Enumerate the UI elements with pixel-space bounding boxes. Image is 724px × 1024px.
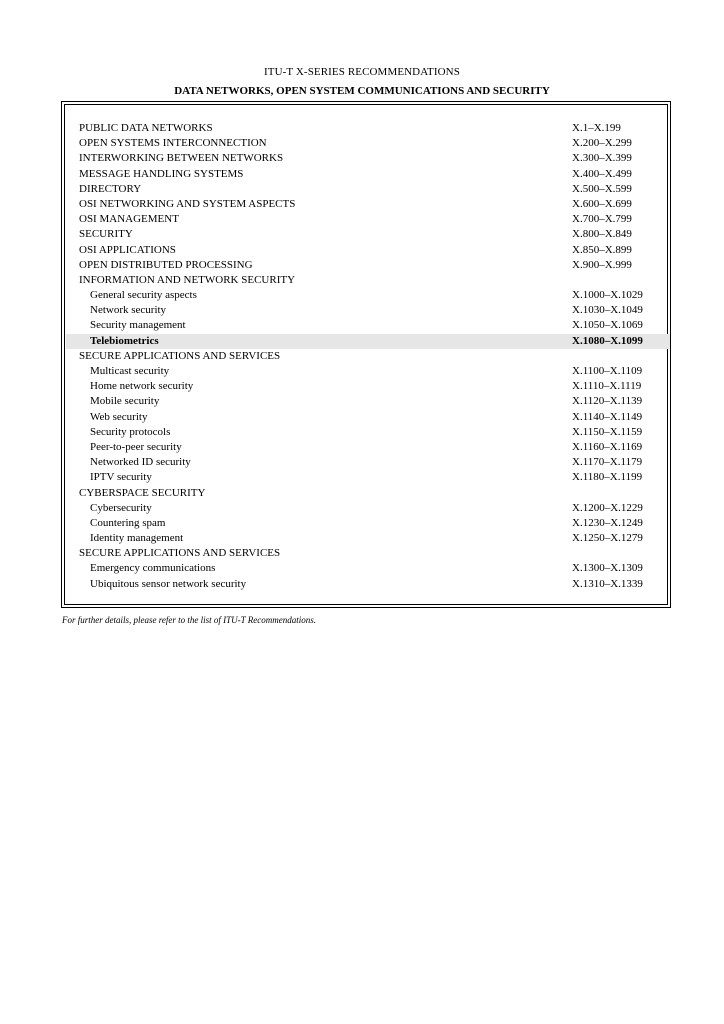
row-range: X.1180–X.1199 [572,471,643,484]
table-row [66,303,670,318]
table-row [66,364,670,379]
row-range: X.1140–X.1149 [572,410,643,423]
row-name: Cybersecurity [90,501,152,514]
row-name: DIRECTORY [79,182,142,195]
row-range: X.850–X.899 [572,243,632,256]
table-row [66,546,670,561]
table-row [66,212,670,227]
row-name: OSI NETWORKING AND SYSTEM ASPECTS [79,197,296,210]
footer-note: For further details, please refer to the list of ITU-T Recommendations. [62,615,316,625]
row-range: X.1150–X.1159 [572,425,643,438]
row-name: Identity management [90,532,184,545]
table-row [66,167,670,182]
row-range: X.1120–X.1139 [572,395,643,408]
table-row [66,288,670,303]
row-name: MESSAGE HANDLING SYSTEMS [79,167,244,180]
table-row [66,258,670,273]
row-range: X.600–X.699 [572,197,632,210]
row-name: Countering spam [90,516,166,529]
row-name: OSI MANAGEMENT [79,213,179,226]
table-row [66,182,670,197]
table-row-highlighted [66,334,670,349]
row-name: Telebiometrics [90,334,159,347]
table-row [66,516,670,531]
row-range: X.400–X.499 [572,167,632,180]
row-range: X.200–X.299 [572,137,632,150]
row-name: OSI APPLICATIONS [79,243,176,256]
row-range: X.1160–X.1169 [572,440,643,453]
table-row [66,394,670,409]
row-name: Home network security [90,380,194,393]
row-name: Mobile security [90,395,160,408]
table-row [66,349,670,364]
row-range: X.1230–X.1249 [572,516,643,529]
table-row [66,486,670,501]
table-row [66,273,670,288]
row-name: PUBLIC DATA NETWORKS [79,122,213,134]
row-range: X.300–X.399 [572,152,632,165]
row-name: IPTV security [90,471,152,484]
row-range: X.800–X.849 [572,228,632,241]
row-name: SECURE APPLICATIONS AND SERVICES [79,349,281,362]
row-name: Emergency communications [90,562,216,575]
row-name: OPEN SYSTEMS INTERCONNECTION [79,137,267,150]
row-name: SECURE APPLICATIONS AND SERVICES [79,547,281,560]
table-row [66,561,670,576]
series-subtitle: DATA NETWORKS, OPEN SYSTEM COMMUNICATIONS AND SECURITY [174,85,550,97]
row-name: Multicast security [90,365,170,377]
table-row [66,455,670,470]
table-row [66,531,670,546]
row-range: X.1000–X.1029 [572,289,643,302]
table-row [66,440,670,455]
row-name: OPEN DISTRIBUTED PROCESSING [79,258,253,271]
row-range: X.700–X.799 [572,213,632,226]
table-row [66,318,670,333]
row-range: X.1300–X.1309 [572,562,643,575]
row-name: INFORMATION AND NETWORK SECURITY [79,273,296,286]
table-row [66,501,670,516]
table-row [66,470,670,485]
row-range: X.1–X.199 [572,122,621,134]
table-row [66,243,670,258]
row-range: X.1030–X.1049 [572,304,643,317]
row-range: X.900–X.999 [572,258,632,271]
row-range: X.1250–X.1279 [572,532,643,545]
row-range: X.1310–X.1339 [572,577,643,590]
row-name: Web security [90,410,148,423]
table-row [66,425,670,440]
row-name: General security aspects [90,289,197,302]
recommendations-list [66,121,670,592]
table-row [66,379,670,394]
table-row [66,136,670,151]
table-row [66,227,670,242]
table-row [66,577,670,592]
table-row [66,151,670,166]
row-range: X.1050–X.1069 [572,319,643,332]
table-row [66,410,670,425]
table-row [66,121,670,136]
series-title: ITU-T X-SERIES RECOMMENDATIONS [264,66,460,78]
row-name: CYBERSPACE SECURITY [79,486,206,499]
row-name: Security management [90,319,186,332]
table-row [66,197,670,212]
row-name: Ubiquitous sensor network security [90,577,247,590]
row-range: X.1080–X.1099 [572,334,643,347]
row-range: X.1100–X.1109 [572,365,643,377]
row-name: Peer-to-peer security [90,440,182,453]
row-name: Networked ID security [90,456,191,469]
row-name: Security protocols [90,425,171,438]
row-range: X.500–X.599 [572,182,632,195]
row-name: INTERWORKING BETWEEN NETWORKS [79,152,284,165]
row-range: X.1200–X.1229 [572,501,643,514]
row-range: X.1110–X.1119 [572,380,642,393]
row-name: Network security [90,304,167,317]
row-name: SECURITY [79,228,133,241]
row-range: X.1170–X.1179 [572,456,643,469]
